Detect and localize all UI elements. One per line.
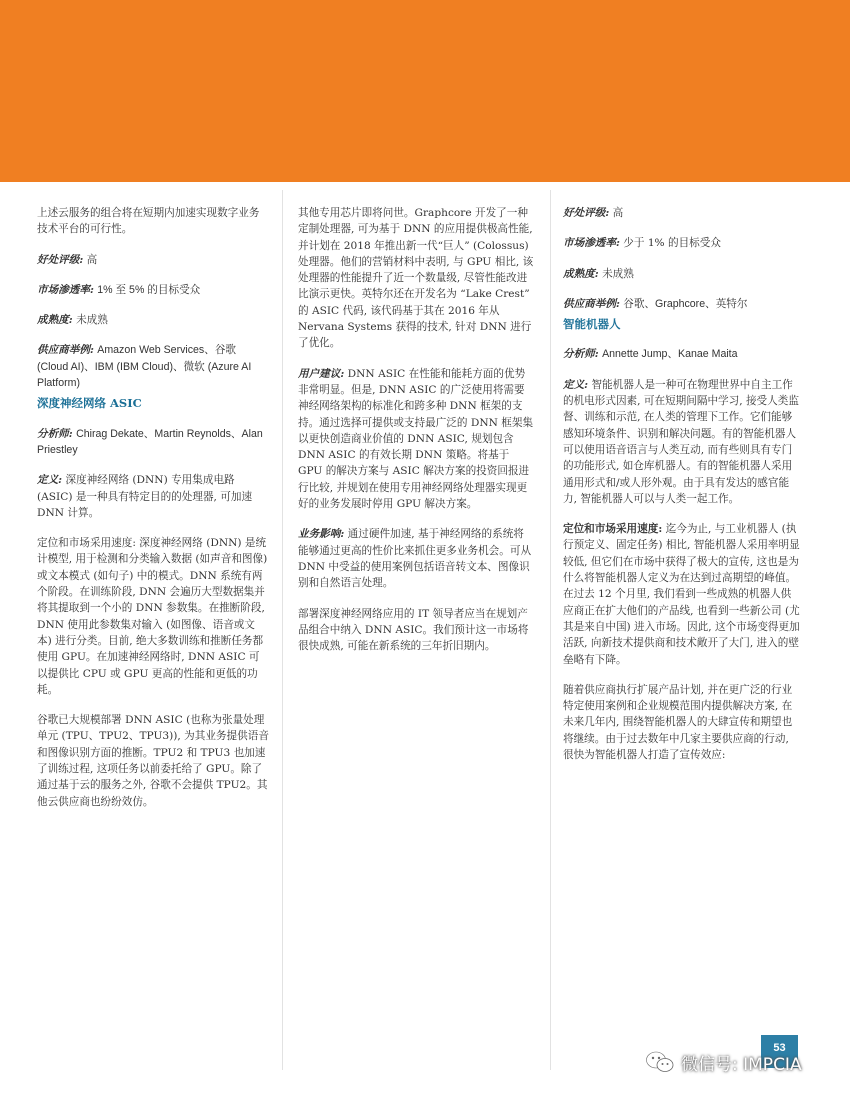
analysts: 分析师: Annette Jump、Kanae Maita [563, 348, 738, 361]
column-left [37, 205, 269, 824]
section-heading: 智能机器人 [563, 317, 621, 332]
market-penetration: 市场渗透率: 少于 1% 的目标受众 [563, 237, 721, 250]
sample-vendors: 供应商举例: Amazon Web Services、谷歌 (Cloud AI)、IBM (IBM Cloud)、微软 (Azure AI Platform) [37, 344, 252, 390]
column-middle [298, 205, 534, 668]
definition: 定义: 智能机器人是一种可在物理世界中自主工作的机电形式因素, 可在短期间隔中学习, 接受人类监督、训练和示范, 在人类的管理下工作。它们能够感知环境条件、识别和解决问题。有的智能机器人可以使用语音语言与人类互动, 而有些则具有专门的功能形式, 如仓库机器人。有的智能机器人采用通用形式和/或人形外观。由于具有发达的感官能力, 智能机器人可以与人类一起工作。 [563, 378, 799, 505]
benefit-rating: 好处评级: 高 [563, 207, 624, 219]
section-heading: 深度神经网络 ASIC [37, 396, 142, 411]
positioning-paragraph: 定位和市场采用速度: 深度神经网络 (DNN) 是统计模型, 用于检测和分类输入数据 (如声音和图像) 或文本模式 (如句子) 中的模式。DNN 系统有两个阶段。在训练阶段, DNN 会遍历大型数据集并将其提取到一个小的 DNN 参数集。在推断阶段, DNN 使用此参数集对输入 (如图像、语音或文本) 进行分类。目前, 绝大多数训练和推断任务都使用 GPU。在加速神经网络时, DNN ASIC 可以提供比 CPU 或 GPU 更高的性能和更低的功耗。 [37, 537, 268, 696]
sample-vendors: 供应商举例: 谷歌、Graphcore、英特尔 [563, 297, 748, 310]
positioning-paragraph: 定位和市场采用速度: 迄今为止, 与工业机器人 (执行预定义、固定任务) 相比, 智能机器人采用率明显较低, 但它们在市场中获得了极大的宣传, 这也是为什么将智能机器人定义为在达到过高期望的峰值。在过去 12 个月里, 我们看到一些成熟的机器人供应商正在扩大他们的产品线, 也看到一些新公司 (尤其是来自中国) 进入市场。因此, 这个市场变得更加活跃, 向新技术提供商和技术敞开了大门, 进入的壁垒略有下降。 [563, 523, 800, 666]
column-divider [550, 190, 551, 1070]
maturity: 成熟度: 未成熟 [563, 267, 634, 280]
business-impact: 业务影响: 通过硬件加速, 基于神经网络的系统将能够通过更高的性价比来抓住更多业务机会。可从 DNN 中受益的使用案例包括语音转文本、图像识别和自然语言处理。 [298, 528, 532, 590]
user-advice: 用户建议: DNN ASIC 在性能和能耗方面的优势非常明显。但是, DNN ASIC 的广泛使用将需要神经网络架构的标准化和跨多种 DNN 框架的支持。通过选择可提供或支持最广泛的 DNN 框架集以更快创造商业价值的 DNN ASIC, 规划包含 DNN ASIC 的有效长期 DNN 策略。将基于 GPU 的解决方案与 ASIC 解决方案的投资回报进行比较, 并规划在使用专用神经网络处理器实现更好的业务发展时停用 GPU 解决方案。 [298, 367, 534, 511]
column-divider [282, 190, 283, 1070]
benefit-rating: 好处评级: 高 [37, 253, 98, 266]
analysts: 分析师: Chirag Dekate、Martin Reynolds、Alan Priestley [37, 427, 263, 456]
page-number: 53 [761, 1035, 798, 1068]
body-paragraph: 随着供应商执行扩展产品计划, 并在更广泛的行业特定使用案例和企业规模范围内提供解决方案, 在未来几年内, 围绕智能机器人的大肆宣传和期望也将继续。由于过去数年中几家主要供应商的行动, 很快为智能机器人打造了宣传效应: [563, 683, 793, 762]
body-paragraph: 其他专用芯片即将问世。Graphcore 开发了一种定制处理器, 可为基于 DNN 的应用提供极高性能, 并计划在 2018 年推出新一代“巨人” (Colossus) 处理器。他们的营销材料中表明, 与 GPU 相比, 该处理器的性能提升了近一个数量级, 尽管性能改进比演示更快。英特尔还在开发名为 “Lake Crest” 的 ASIC 代码, 该代码基于其在 2016 年从 Nervana Systems 获得的技术, 针对 DNN 进行了优化。 [298, 207, 534, 350]
column-right [563, 205, 801, 777]
watermark-text: 微信号: IMPCIA [681, 1054, 802, 1075]
definition: 定义: 深度神经网络 (DNN) 专用集成电路 (ASIC) 是一种具有特定目的的处理器, 可加速 DNN 计算。 [37, 474, 253, 519]
wechat-icon [645, 1050, 675, 1074]
market-penetration: 市场渗透率: 1% 至 5% 的目标受众 [37, 283, 201, 296]
header-banner [0, 0, 850, 182]
intro-paragraph: 上述云服务的组合将在短期内加速实现数字业务技术平台的可行性。 [37, 207, 260, 236]
watermark [645, 1048, 802, 1076]
body-paragraph: 部署深度神经网络应用的 IT 领导者应当在规划产品组合中纳入 DNN ASIC。我们预计这一市场将很快成熟, 可能在新系统的三年折旧期内。 [298, 607, 529, 653]
body-paragraph: 谷歌已大规模部署 DNN ASIC (也称为张量处理单元 (TPU、TPU2、TPU3)), 为其业务提供语音和图像识别方面的推断。TPU2 和 TPU3 也加速了训练过程, 这项任务以前委托给了 GPU。除了通过基于云的服务之外, 谷歌不会提供 TPU2。其他云供应商也纷纷效仿。 [37, 714, 269, 808]
maturity: 成熟度: 未成熟 [37, 314, 108, 327]
